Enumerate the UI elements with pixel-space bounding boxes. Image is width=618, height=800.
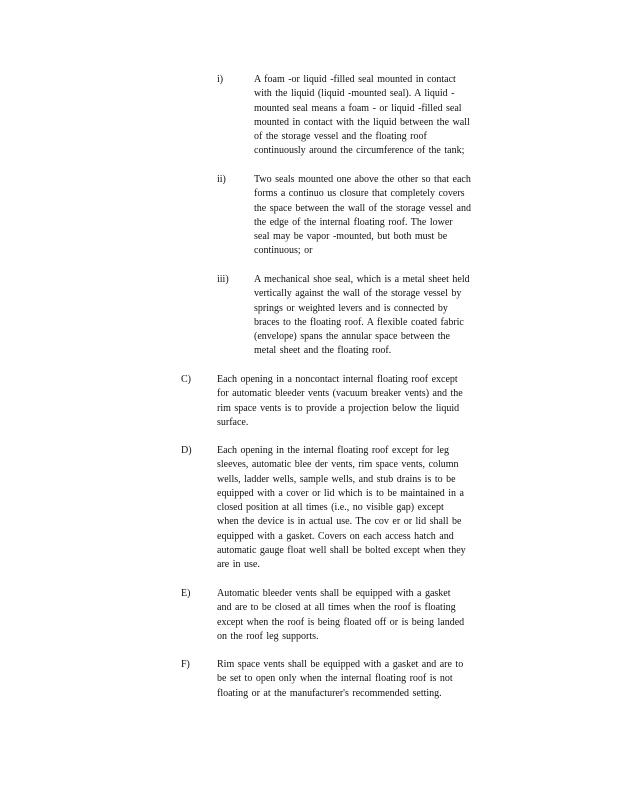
item-text	[217, 658, 505, 701]
text-line: springs or weighted levers and is connected by	[254, 302, 448, 314]
text-line: and are to be closed at all times when the roof is floating	[217, 602, 456, 614]
text-line: equipped with a gasket. Covers on each access hatch and	[217, 530, 454, 542]
text-line: Each opening in a noncontact internal floating roof except	[217, 374, 458, 385]
text-line: with the liquid (liquid -mounted seal). A liquid -	[254, 88, 455, 100]
text-line: equipped with a cover or lid which is to be maintained in a	[217, 487, 464, 499]
text-line: of the storage vessel and the floating roof	[254, 131, 427, 143]
text-line: Two seals mounted one above the other so that each	[254, 174, 471, 185]
item-marker: ii)	[217, 174, 226, 185]
text-line: vertically against the wall of the storage vessel by	[254, 288, 462, 300]
text-line: surface.	[217, 416, 249, 428]
text-line: on the roof leg supports.	[217, 630, 319, 642]
text-line: floating or at the manufacturer's recommended setting.	[217, 687, 442, 699]
text-line: A foam -or liquid -filled seal mounted in contact	[254, 74, 456, 85]
text-line: mounted seal means a foam - or liquid -filled seal	[254, 102, 462, 114]
text-line: when the device is in actual use. The cov er or lid shall be	[217, 516, 462, 528]
text-line: forms a continuo us closure that completely covers	[254, 188, 465, 200]
text-line: (envelope) spans the annular space between the	[254, 331, 450, 343]
text-line: closed position at all times (i.e., no visible gap) except	[217, 502, 444, 514]
item-text	[217, 587, 505, 644]
text-line: Rim space vents shall be equipped with a gasket and are to	[217, 659, 464, 670]
text-line: except when the roof is being floated off or is being landed	[217, 616, 465, 628]
text-line: metal sheet and the floating roof.	[254, 345, 392, 357]
text-line: mounted in contact with the liquid between the wall	[254, 116, 470, 128]
text-line: are in use.	[217, 559, 260, 571]
text-line: seal may be vapor -mounted, but both must be	[254, 231, 448, 243]
text-line: rim space vents is to provide a projection below the liquid	[217, 402, 460, 414]
item-marker: i)	[217, 74, 224, 85]
item-marker: D)	[181, 445, 192, 456]
text-line: for automatic bleeder vents (vacuum breaker vents) and the	[217, 388, 463, 400]
item-text	[254, 73, 502, 159]
text-line: Automatic bleeder vents shall be equipped with a gasket	[217, 588, 451, 599]
text-line: braces to the floating roof. A flexible coated fabric	[254, 316, 464, 328]
item-marker: C)	[181, 374, 191, 385]
item-marker: E)	[181, 588, 191, 599]
text-line: sleeves, automatic blee der vents, rim space vents, column	[217, 459, 459, 471]
item-text	[217, 373, 505, 430]
text-line: automatic gauge float well shall be bolted except when they	[217, 545, 466, 557]
text-line: Each opening in the internal floating roof except for leg	[217, 445, 449, 456]
item-text	[254, 173, 502, 259]
text-line: continuously around the circumference of the tank;	[254, 145, 465, 157]
text-line: continuous; or	[254, 245, 313, 257]
item-text	[217, 444, 505, 573]
item-text	[254, 273, 502, 359]
text-line: wells, ladder wells, sample wells, and stub drains is to be	[217, 473, 456, 485]
item-marker: F)	[181, 659, 190, 670]
text-line: be set to open only when the internal floating roof is not	[217, 673, 453, 685]
item-marker: iii)	[217, 274, 229, 285]
text-line: A mechanical shoe seal, which is a metal sheet held	[254, 274, 470, 285]
text-line: the space between the wall of the storage vessel and	[254, 202, 471, 214]
text-line: the edge of the internal floating roof. The lower	[254, 216, 453, 228]
